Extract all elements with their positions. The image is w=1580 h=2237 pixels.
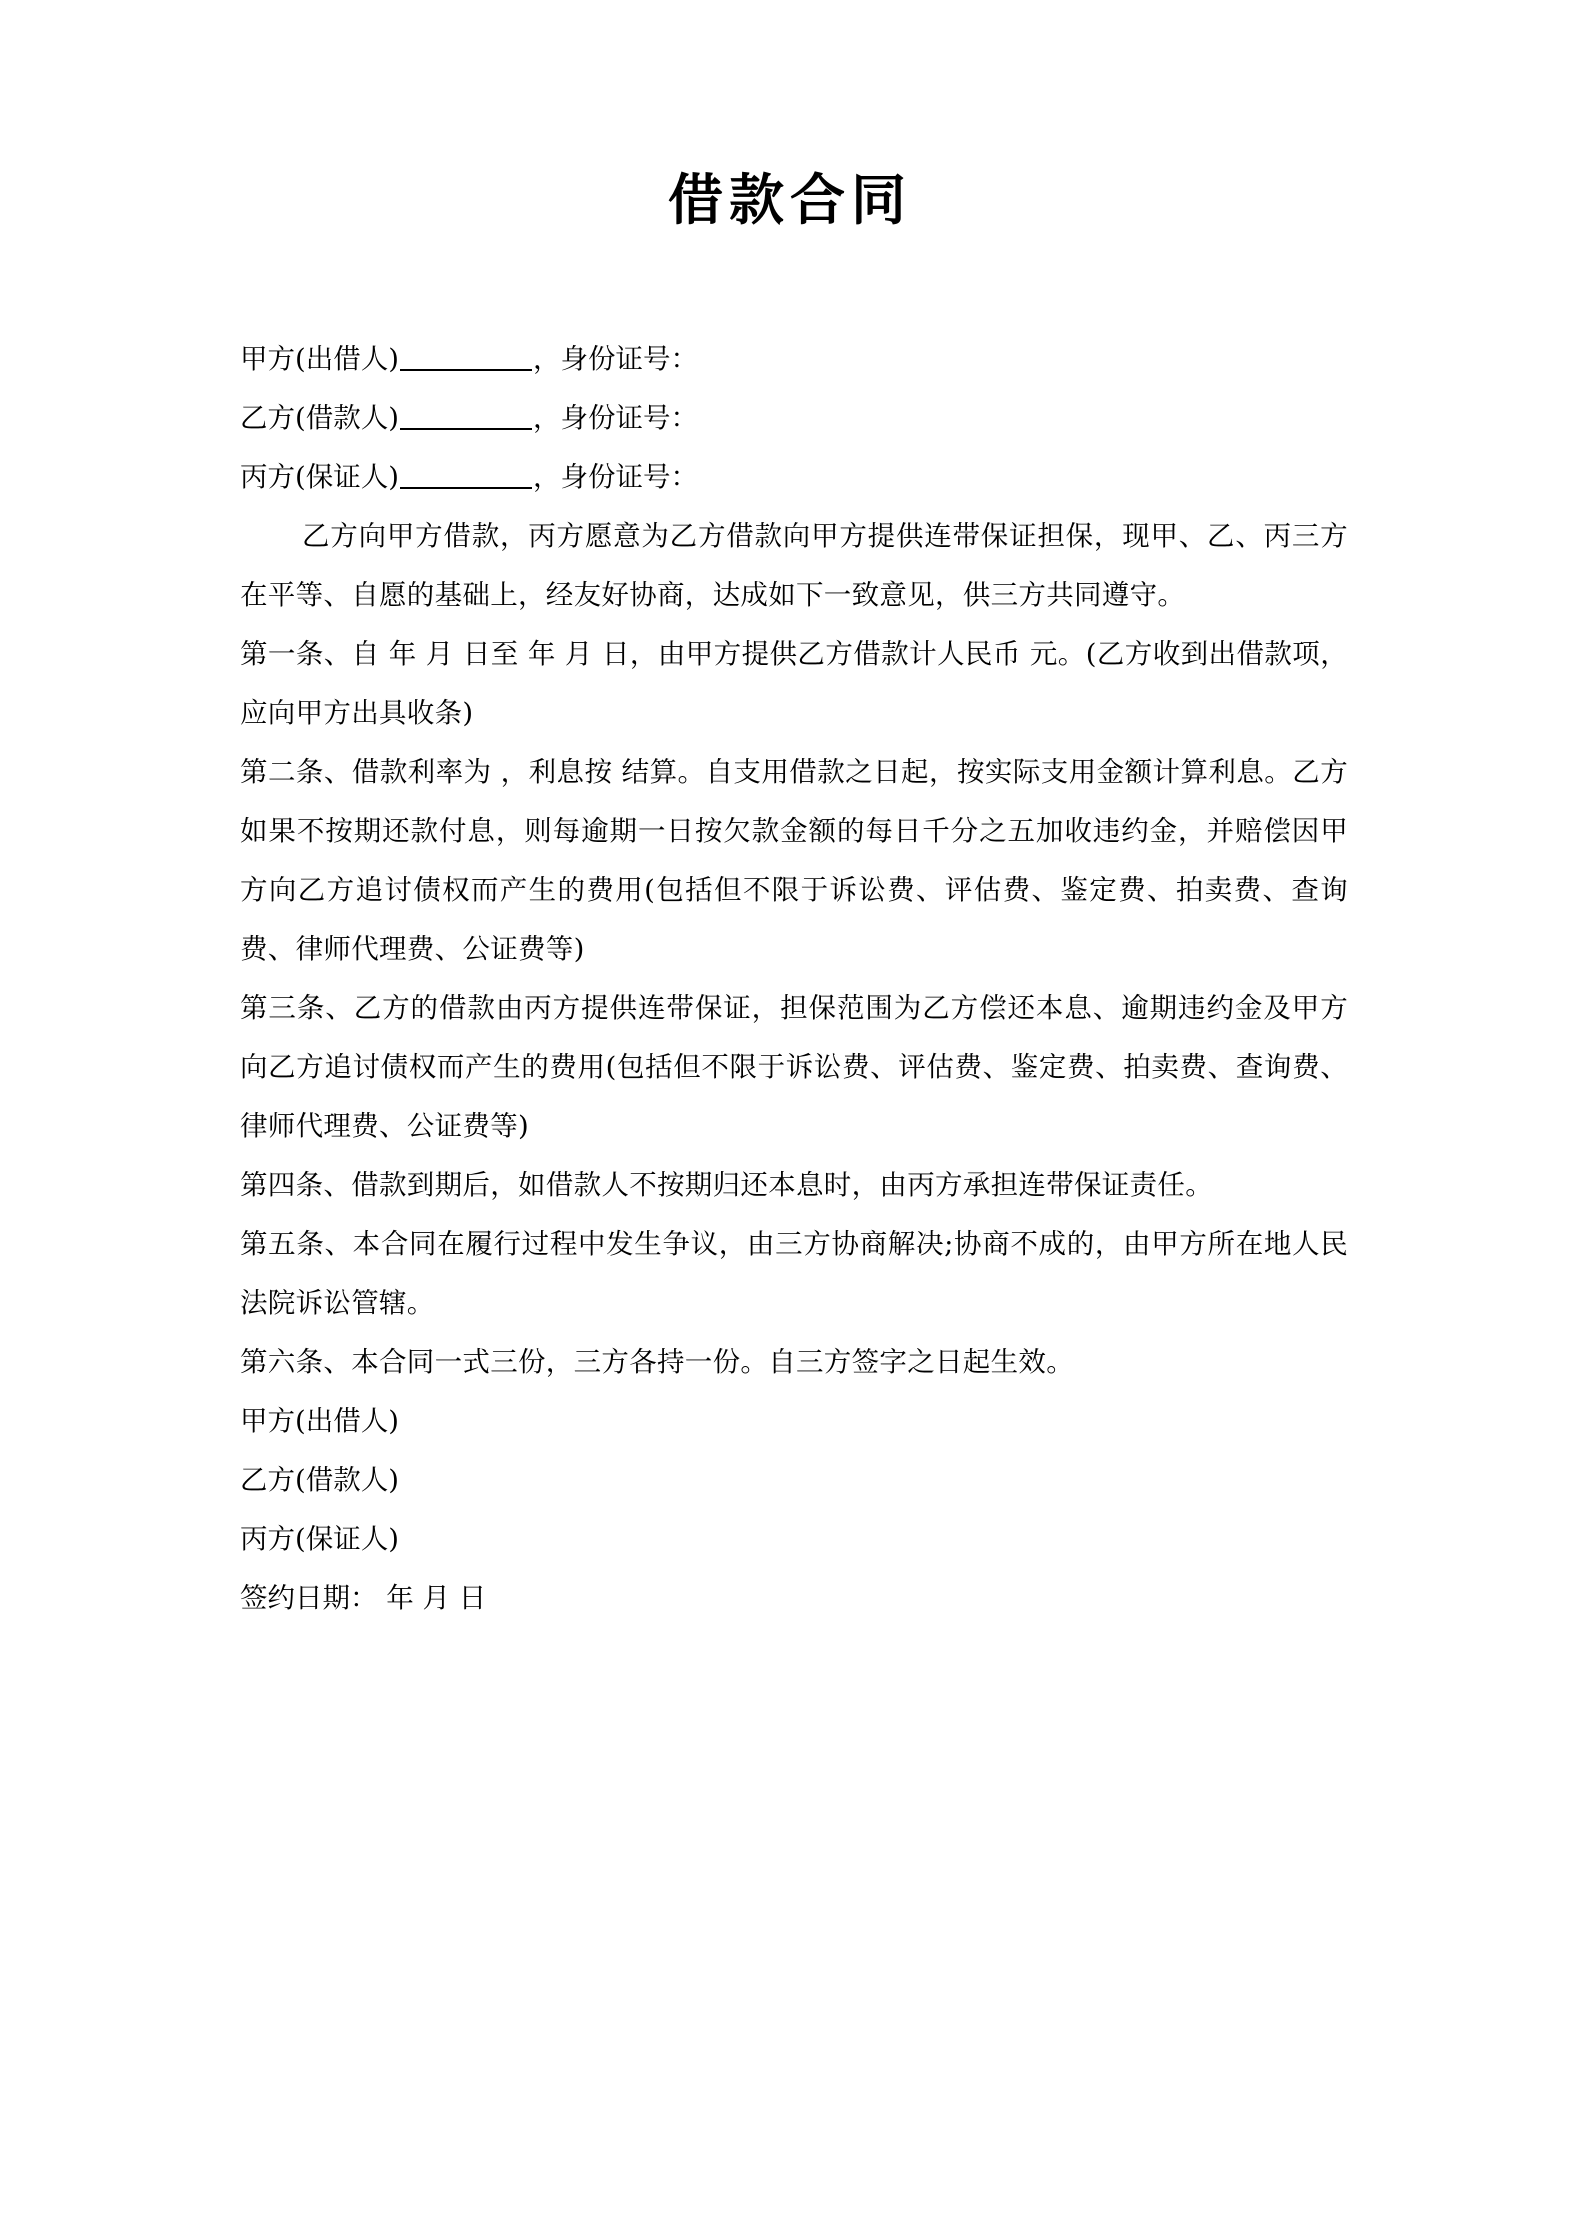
signature-line-yifang[interactable]: 乙方(借款人) (240, 1464, 399, 1496)
party-id-label-bingfang: ，身份证号： (532, 461, 698, 493)
party-line-bingfang (240, 448, 1348, 507)
article-3: 第三条、乙方的借款由丙方提供连带保证，担保范围为乙方偿还本息、逾期违约金及甲方向乙方追讨债权而产生的费用(包括但不限于诉讼费、评估费、鉴定费、拍卖费、查询费、律师代理费、公证费等) (240, 992, 1348, 1142)
signature-line-bingfang[interactable]: 丙方(保证人) (240, 1523, 399, 1555)
article-1: 第一条、自 年 月 日至 年 月 日，由甲方提供乙方借款计人民币 元。(乙方收到出借款项，应向甲方出具收条) (240, 638, 1348, 729)
preamble-paragraph: 乙方向甲方借款，丙方愿意为乙方借款向甲方提供连带保证担保，现甲、乙、丙三方在平等、自愿的基础上，经友好协商，达成如下一致意见，供三方共同遵守。 (240, 520, 1348, 611)
document-body (240, 330, 1348, 1628)
article-5: 第五条、本合同在履行过程中发生争议，由三方协商解决;协商不成的，由甲方所在地人民法院诉讼管辖。 (240, 1228, 1348, 1319)
signature-line-jiafang[interactable]: 甲方(出借人) (240, 1405, 399, 1437)
party-label-yifang: 乙方(借款人) (240, 402, 399, 434)
party-blank-jiafang[interactable] (400, 347, 532, 371)
party-id-label-jiafang: ，身份证号： (532, 343, 698, 375)
party-line-jiafang (240, 330, 1348, 389)
article-6: 第六条、本合同一式三份，三方各持一份。自三方签字之日起生效。 (240, 1346, 1074, 1378)
party-id-label-yifang: ，身份证号： (532, 402, 698, 434)
article-4: 第四条、借款到期后，如借款人不按期归还本息时，由丙方承担连带保证责任。 (240, 1169, 1213, 1201)
party-line-yifang (240, 389, 1348, 448)
page-title: 借款合同 (667, 167, 912, 232)
party-label-jiafang: 甲方(出借人) (240, 343, 399, 375)
party-label-bingfang: 丙方(保证人) (240, 461, 399, 493)
signature-date-line[interactable]: 签约日期： 年 月 日 (240, 1582, 487, 1614)
article-2: 第二条、借款利率为 ，利息按 结算。自支用借款之日起，按实际支用金额计算利息。乙方如果不按期还款付息，则每逾期一日按欠款金额的每日千分之五加收违约金，并赔偿因甲方向乙方追讨债权而产生的费用(包括但不限于诉讼费、评估费、鉴定费、拍卖费、查询费、律师代理费、公证费等) (240, 756, 1348, 965)
party-blank-yifang[interactable] (400, 406, 532, 430)
party-blank-bingfang[interactable] (400, 465, 532, 489)
